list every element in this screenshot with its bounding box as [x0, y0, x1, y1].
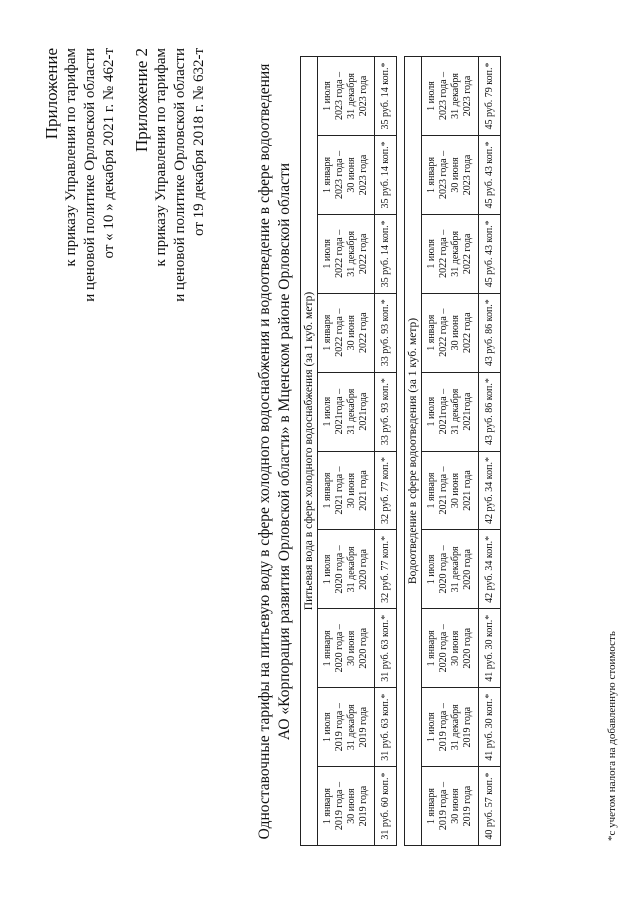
section-gap-cell	[397, 57, 405, 846]
price-cell: 40 руб. 57 коп.*	[479, 767, 501, 846]
price-cell: 41 руб. 30 коп.*	[479, 688, 501, 767]
period-cell: 1 июля 2019 года – 31 декабря 2019 года	[422, 688, 479, 767]
period-cell: 1 января 2021 года – 30 июня 2021 года	[422, 451, 479, 530]
price-cell: 33 руб. 93 коп.*	[375, 293, 397, 372]
price-cell: 41 руб. 30 коп.*	[479, 609, 501, 688]
appendix-title: Приложение	[42, 48, 61, 140]
period-cell: 1 июля 2019 года – 31 декабря 2019 года	[318, 688, 375, 767]
period-cell: 1 июля 2020 года – 31 декабря 2020 года	[318, 530, 375, 609]
period-cell: 1 января 2022 года – 30 июня 2022 года	[318, 293, 375, 372]
period-cell: 1 июля 2023 года – 31 декабря 2023 года	[318, 57, 375, 136]
appendix-header-2	[132, 48, 209, 302]
period-cell: 1 июля 2021года – 31 декабря 2021года	[318, 372, 375, 451]
appendix-line: к приказу Управления по тарифам	[153, 48, 169, 267]
section-gap	[397, 57, 405, 846]
price-cell: 45 руб. 43 коп.*	[479, 135, 501, 214]
price-cell: 31 руб. 63 коп.*	[375, 688, 397, 767]
appendix-line: и ценовой политике Орловской области	[82, 48, 98, 302]
price-row	[375, 57, 397, 846]
tariff-table-body	[301, 57, 501, 846]
period-cell: 1 июля 2022 года – 31 декабря 2022 года	[318, 214, 375, 293]
price-cell: 45 руб. 43 коп.*	[479, 214, 501, 293]
appendix-line: к приказу Управления по тарифам	[63, 48, 79, 267]
price-cell: 45 руб. 79 коп.*	[479, 57, 501, 136]
period-row	[318, 57, 375, 846]
document-title-line: Одноставочные тарифы на питьевую воду в сфере холодного водоснабжения и водоотведение в сфере водоотведения	[256, 63, 273, 840]
price-cell: 42 руб. 34 коп.*	[479, 530, 501, 609]
price-cell: 43 руб. 86 коп.*	[479, 372, 501, 451]
period-cell: 1 июля 2020 года – 31 декабря 2020 года	[422, 530, 479, 609]
price-cell: 43 руб. 86 коп.*	[479, 293, 501, 372]
appendix-title: Приложение 2	[132, 48, 151, 152]
section-title: Питьевая вода в сфере холодного водоснабжения (за 1 куб. метр)	[301, 57, 318, 846]
period-cell: 1 января 2021 года – 30 июня 2021 года	[318, 451, 375, 530]
document-title-line: АО «Корпорация развития Орловской области» в Мценском районе Орловской области	[276, 162, 293, 741]
period-cell: 1 января 2020 года – 30 июня 2020 года	[422, 609, 479, 688]
period-cell: 1 января 2022 года – 30 июня 2022 года	[422, 293, 479, 372]
price-cell: 42 руб. 34 коп.*	[479, 451, 501, 530]
price-row	[479, 57, 501, 846]
appendix-line: от « 10 » декабря 2021 г. № 462-т	[101, 48, 117, 259]
period-cell: 1 января 2019 года – 30 июня 2019 года	[422, 767, 479, 846]
price-cell: 32 руб. 77 коп.*	[375, 451, 397, 530]
section-header-row	[301, 57, 318, 846]
period-cell: 1 января 2019 года – 30 июня 2019 года	[318, 767, 375, 846]
period-cell: 1 января 2020 года – 30 июня 2020 года	[318, 609, 375, 688]
price-cell: 31 руб. 63 коп.*	[375, 609, 397, 688]
period-cell: 1 января 2023 года – 30 июня 2023 года	[318, 135, 375, 214]
period-row	[422, 57, 479, 846]
section-title: Водоотведение в сфере водоотведения (за 1 куб. метр)	[405, 57, 422, 846]
price-cell: 35 руб. 14 коп.*	[375, 214, 397, 293]
price-cell: 32 руб. 77 коп.*	[375, 530, 397, 609]
tariff-table	[300, 56, 501, 846]
price-cell: 33 руб. 93 коп.*	[375, 372, 397, 451]
appendix-line: от 19 декабря 2018 г. № 632-т	[191, 48, 207, 236]
period-cell: 1 января 2023 года – 30 июня 2023 года	[422, 135, 479, 214]
footnote: *с учетом налога на добавленную стоимость	[606, 631, 618, 841]
price-cell: 35 руб. 14 коп.*	[375, 57, 397, 136]
appendix-line: и ценовой политике Орловской области	[172, 48, 188, 302]
price-cell: 35 руб. 14 коп.*	[375, 135, 397, 214]
period-cell: 1 июля 2023 года – 31 декабря 2023 года	[422, 57, 479, 136]
price-cell: 31 руб. 60 коп.*	[375, 767, 397, 846]
period-cell: 1 июля 2021года – 31 декабря 2021года	[422, 372, 479, 451]
appendix-header-1	[42, 48, 119, 302]
section-header-row	[405, 57, 422, 846]
period-cell: 1 июля 2022 года – 31 декабря 2022 года	[422, 214, 479, 293]
document-title	[255, 0, 295, 903]
